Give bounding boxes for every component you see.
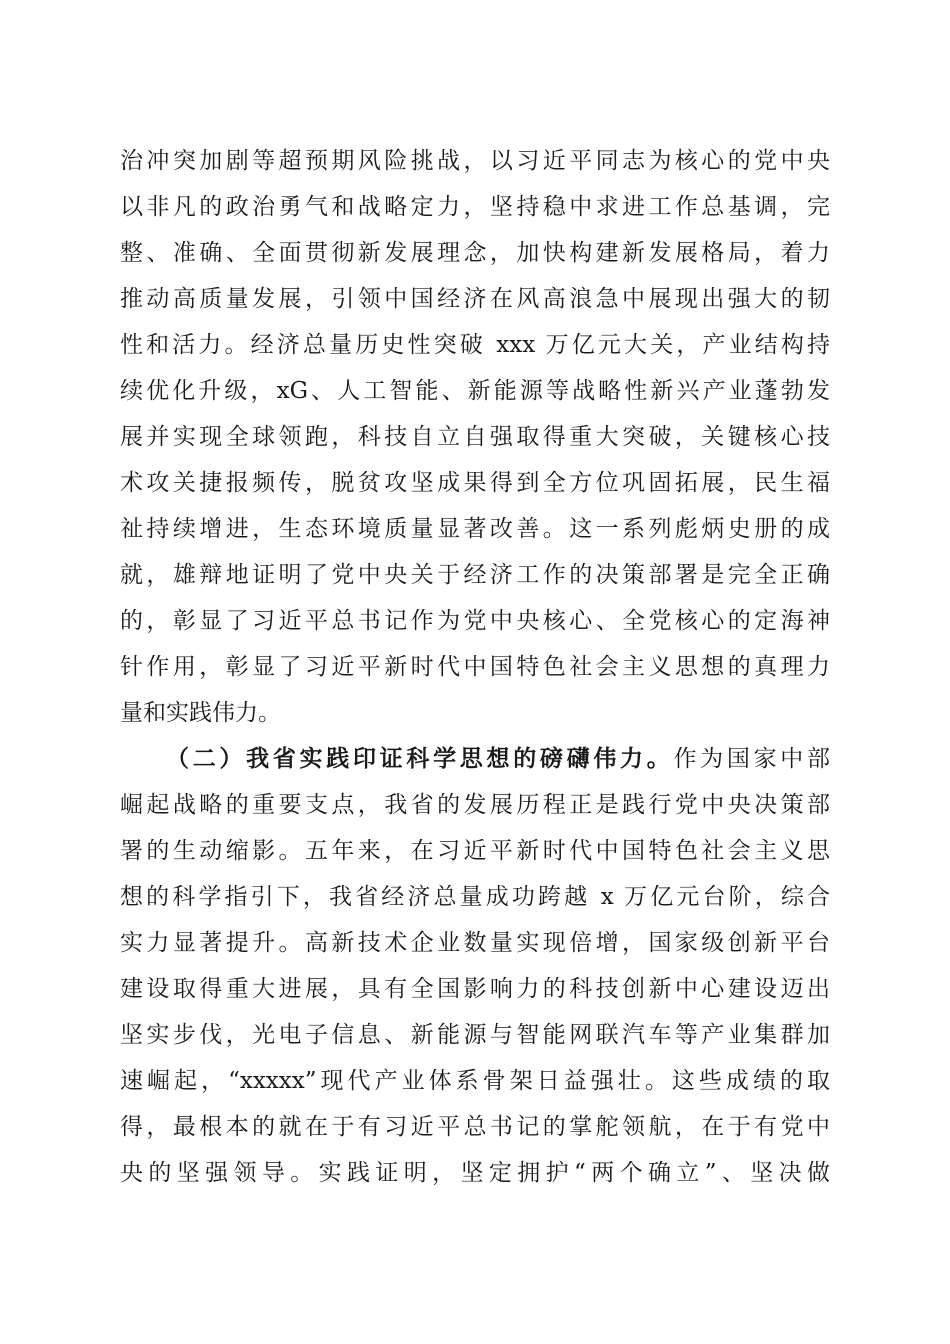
paragraph-line: 崛起战略的重要支点，我省的发展历程正是践行党中央决策部 [120,792,830,818]
paragraph-line: 祉持续增进，生态环境质量显著改善。这一系列彪炳史册的成 [120,516,830,542]
section-heading-continuation: 作为国家中部 [673,746,831,772]
paragraph-line: 央的坚强领导。实践证明，坚定拥护“两个确立”、坚决做 [120,1160,830,1186]
paragraph-line: 续优化升级，xG、人工智能、新能源等战略性新兴产业蓬勃发 [120,378,830,404]
section-heading-line [120,736,830,782]
paragraph-line: 推动高质量发展，引领中国经济在风高浪急中展现出强大的韧 [120,286,830,312]
paragraph-line: 建设取得重大进展，具有全国影响力的科技创新中心建设迈出 [120,976,830,1002]
paragraph-line: 速崛起，“xxxxx”现代产业体系骨架日益强壮。这些成绩的取 [120,1068,830,1094]
paragraph-line: 署的生动缩影。五年来，在习近平新时代中国特色社会主义思 [120,838,830,864]
paragraph-line: 术攻关捷报频传，脱贫攻坚成果得到全方位巩固拓展，民生福 [120,470,830,496]
body-text [120,138,830,1196]
paragraph-line: 针作用，彰显了习近平新时代中国特色社会主义思想的真理力 [120,654,830,680]
paragraph-line: 坚实步伐，光电子信息、新能源与智能网联汽车等产业集群加 [120,1022,830,1048]
paragraph-line: 展并实现全球领跑，科技自立自强取得重大突破，关键核心技 [120,424,830,450]
paragraph-line: 治冲突加剧等超预期风险挑战，以习近平同志为核心的党中央 [120,148,830,174]
section-heading: （二）我省实践印证科学思想的磅礴伟力。 [166,745,674,772]
paragraph-line: 实力显著提升。高新技术企业数量实现倍增，国家级创新平台 [120,930,830,956]
paragraph-line: 以非凡的政治勇气和战略定力，坚持稳中求进工作总基调，完 [120,194,830,220]
paragraph-line: 的，彰显了习近平总书记作为党中央核心、全党核心的定海神 [120,608,830,634]
paragraph-line: 量和实践伟力。 [120,700,281,726]
paragraph-line: 整、准确、全面贯彻新发展理念，加快构建新发展格局，着力 [120,240,830,266]
paragraph-line: 得，最根本的就在于有习近平总书记的掌舵领航，在于有党中 [120,1114,830,1140]
paragraph-line: 性和活力。经济总量历史性突破 xxx 万亿元大关，产业结构持 [120,332,830,358]
paragraph-line: 想的科学指引下，我省经济总量成功跨越 x 万亿元台阶，综合 [120,884,830,910]
paragraph-line: 就，雄辩地证明了党中央关于经济工作的决策部署是完全正确 [120,562,830,588]
